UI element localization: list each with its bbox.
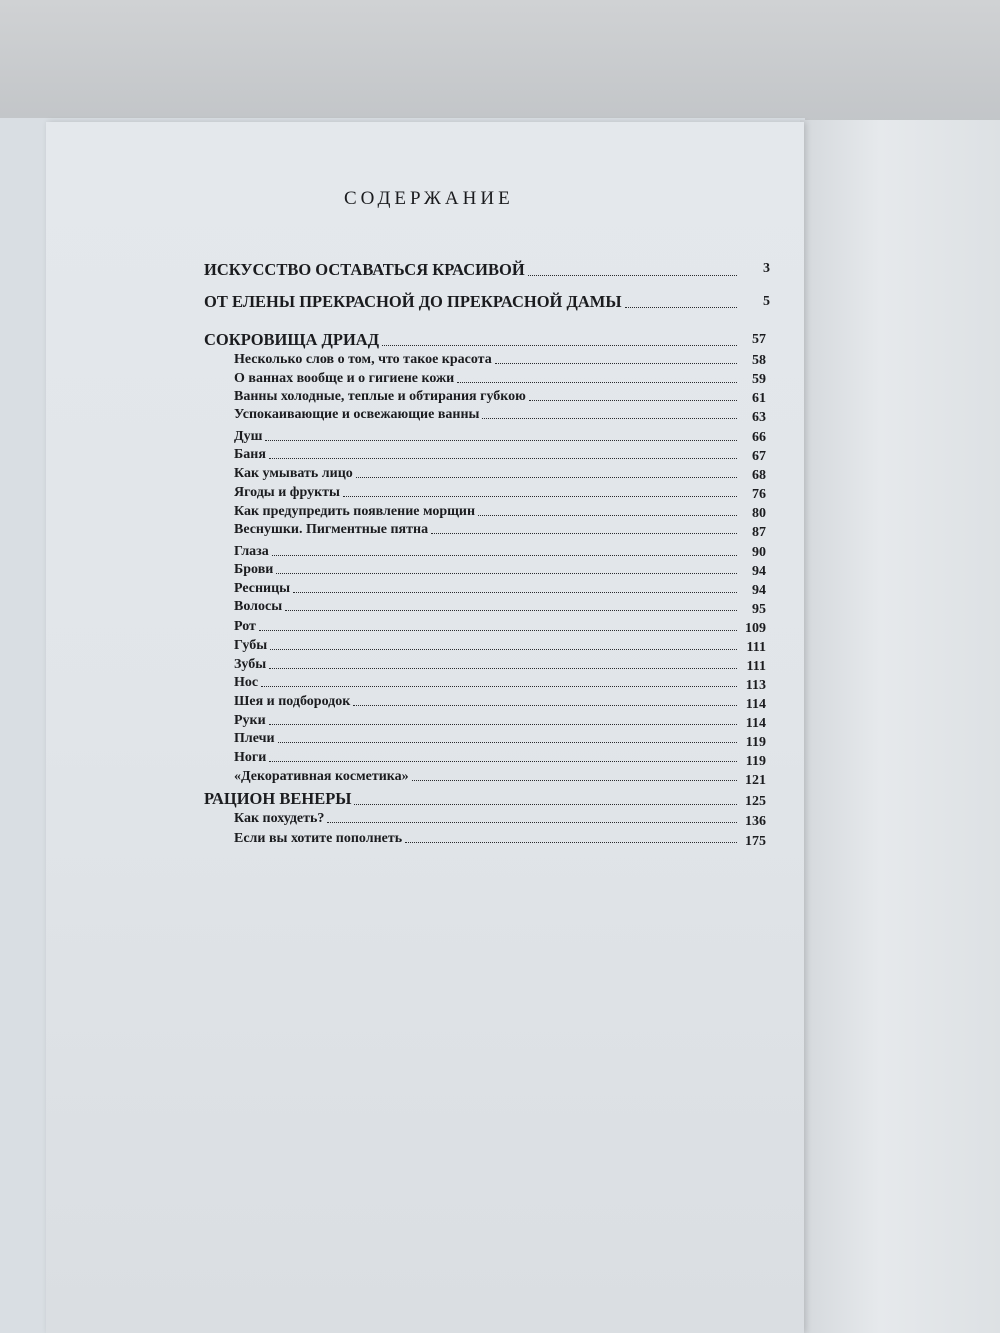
toc-page-number: 3 xyxy=(763,261,770,276)
toc-entry xyxy=(234,710,740,729)
toc-entry xyxy=(234,349,740,368)
toc-entry xyxy=(234,386,740,405)
dot-leader xyxy=(278,742,737,743)
dot-leader xyxy=(269,724,737,725)
toc-page-number: 5 xyxy=(763,294,770,309)
dot-leader xyxy=(327,822,737,823)
dot-leader xyxy=(353,705,737,706)
toc-page-number: 121 xyxy=(745,773,766,788)
page-title: СОДЕРЖАНИЕ xyxy=(344,188,514,209)
toc-page-number: 63 xyxy=(752,410,766,425)
toc-section-label: ОТ ЕЛЕНЫ ПРЕКРАСНОЙ ДО ПРЕКРАСНОЙ ДАМЫ xyxy=(204,292,622,311)
toc-page-number: 94 xyxy=(752,564,766,579)
dot-leader xyxy=(293,592,737,593)
toc-entry-label: Ягоды и фрукты xyxy=(234,485,340,500)
toc-entry-label: Глаза xyxy=(234,544,269,559)
toc-entry xyxy=(234,463,740,482)
dot-leader xyxy=(269,668,737,669)
toc-entry xyxy=(234,728,740,747)
toc-entry xyxy=(234,616,740,635)
toc-page-number: 90 xyxy=(752,545,766,560)
toc-entry-label: Несколько слов о том, что такое красота xyxy=(234,352,492,367)
toc-entry xyxy=(234,596,740,615)
toc-section xyxy=(204,328,740,350)
toc-section-label: РАЦИОН ВЕНЕРЫ xyxy=(204,789,352,808)
toc-entry xyxy=(234,404,740,423)
toc-page-number: 114 xyxy=(745,716,766,731)
toc-section-label: СОКРОВИЩА ДРИАД xyxy=(204,330,380,349)
toc-entry xyxy=(234,368,740,387)
toc-page-number: 61 xyxy=(752,391,766,406)
dot-leader xyxy=(528,275,737,276)
toc-page-number: 94 xyxy=(752,583,766,598)
toc-entry-label: Веснушки. Пигментные пятна xyxy=(234,522,429,537)
toc-page-number: 80 xyxy=(752,506,766,521)
toc-entry-label: Как похудеть? xyxy=(234,811,325,826)
toc-entry xyxy=(234,578,740,597)
toc-page-number: 67 xyxy=(752,449,766,464)
toc-page-number: 109 xyxy=(745,621,766,636)
toc-entry-label: Если вы хотите пополнеть xyxy=(234,831,403,846)
toc-entry xyxy=(234,654,740,673)
dot-leader xyxy=(382,345,737,346)
dot-leader xyxy=(495,363,737,364)
toc-entry xyxy=(234,559,740,578)
dot-leader xyxy=(285,610,737,611)
toc-entry xyxy=(234,828,740,847)
dot-leader xyxy=(261,686,737,687)
toc-entry-label: Рот xyxy=(234,619,256,634)
toc-page-number: 125 xyxy=(745,794,766,809)
toc-entry-label: О ваннах вообще и о гигиене кожи xyxy=(234,371,455,386)
dot-leader xyxy=(343,496,737,497)
dot-leader xyxy=(431,533,737,534)
toc-entry xyxy=(234,766,740,785)
toc-entry xyxy=(234,747,740,766)
toc-entry-label: Шея и подбородок xyxy=(234,694,351,709)
dot-leader xyxy=(405,842,737,843)
dot-leader xyxy=(478,515,737,516)
dot-leader xyxy=(272,555,737,556)
dot-leader xyxy=(269,761,737,762)
toc-page-number: 95 xyxy=(752,602,766,617)
toc-entry xyxy=(234,519,740,538)
toc-page-number: 68 xyxy=(752,468,766,483)
toc-entry-label: Губы xyxy=(234,638,268,653)
toc-page-number: 58 xyxy=(752,353,766,368)
toc-entry-label: Как предупредить появление морщин xyxy=(234,504,476,519)
toc-entry xyxy=(234,426,740,445)
toc-entry-label: «Декоративная косметика» xyxy=(234,769,409,784)
toc-entry-label: Душ xyxy=(234,429,263,444)
toc-entry-label: Нос xyxy=(234,675,259,690)
dot-leader xyxy=(356,477,737,478)
toc-entry-label: Баня xyxy=(234,447,266,462)
toc-entry xyxy=(234,672,740,691)
dot-leader xyxy=(412,780,737,781)
dot-leader xyxy=(354,804,737,805)
toc-page-number: 175 xyxy=(745,834,766,849)
toc-page-number: 136 xyxy=(745,814,766,829)
toc-page-number: 119 xyxy=(745,735,766,750)
toc-page-number: 114 xyxy=(745,697,766,712)
toc-entry-label: Плечи xyxy=(234,731,275,746)
toc-entry xyxy=(234,501,740,520)
toc-page-number: 111 xyxy=(746,640,766,655)
toc-entry-label: Руки xyxy=(234,713,266,728)
toc-entry xyxy=(234,482,740,501)
dot-leader xyxy=(265,440,737,441)
toc-entry-label: Волосы xyxy=(234,599,283,614)
toc-entry-label: Как умывать лицо xyxy=(234,466,353,481)
toc-page-number: 119 xyxy=(745,754,766,769)
toc-page-number: 113 xyxy=(745,678,766,693)
toc-page-number: 59 xyxy=(752,372,766,387)
dot-leader xyxy=(259,630,737,631)
toc-entry-label: Ванны холодные, теплые и обтирания губкою xyxy=(234,389,526,404)
toc-entry xyxy=(234,635,740,654)
toc-page-number: 111 xyxy=(746,659,766,674)
dot-leader xyxy=(270,649,737,650)
toc-section xyxy=(204,258,740,280)
toc-entry xyxy=(234,444,740,463)
dot-leader xyxy=(482,418,737,419)
toc-entry xyxy=(234,541,740,560)
toc-entry-label: Ноги xyxy=(234,750,267,765)
toc-section-label: ИСКУССТВО ОСТАВАТЬСЯ КРАСИВОЙ xyxy=(204,260,525,279)
toc-entry-label: Брови xyxy=(234,562,274,577)
toc-page-number: 66 xyxy=(752,430,766,445)
toc-section xyxy=(204,787,740,809)
toc-page-number: 87 xyxy=(752,525,766,540)
dot-leader xyxy=(457,382,737,383)
toc-entry xyxy=(234,691,740,710)
toc-entry xyxy=(234,808,740,827)
dot-leader xyxy=(269,458,737,459)
toc-entry-label: Ресницы xyxy=(234,581,291,596)
dot-leader xyxy=(276,573,737,574)
toc-entry-label: Успокаивающие и освежающие ванны xyxy=(234,407,480,422)
toc-section xyxy=(204,290,740,312)
toc-entry-label: Зубы xyxy=(234,657,267,672)
toc-page-number: 76 xyxy=(752,487,766,502)
toc-page-number: 57 xyxy=(752,332,766,347)
